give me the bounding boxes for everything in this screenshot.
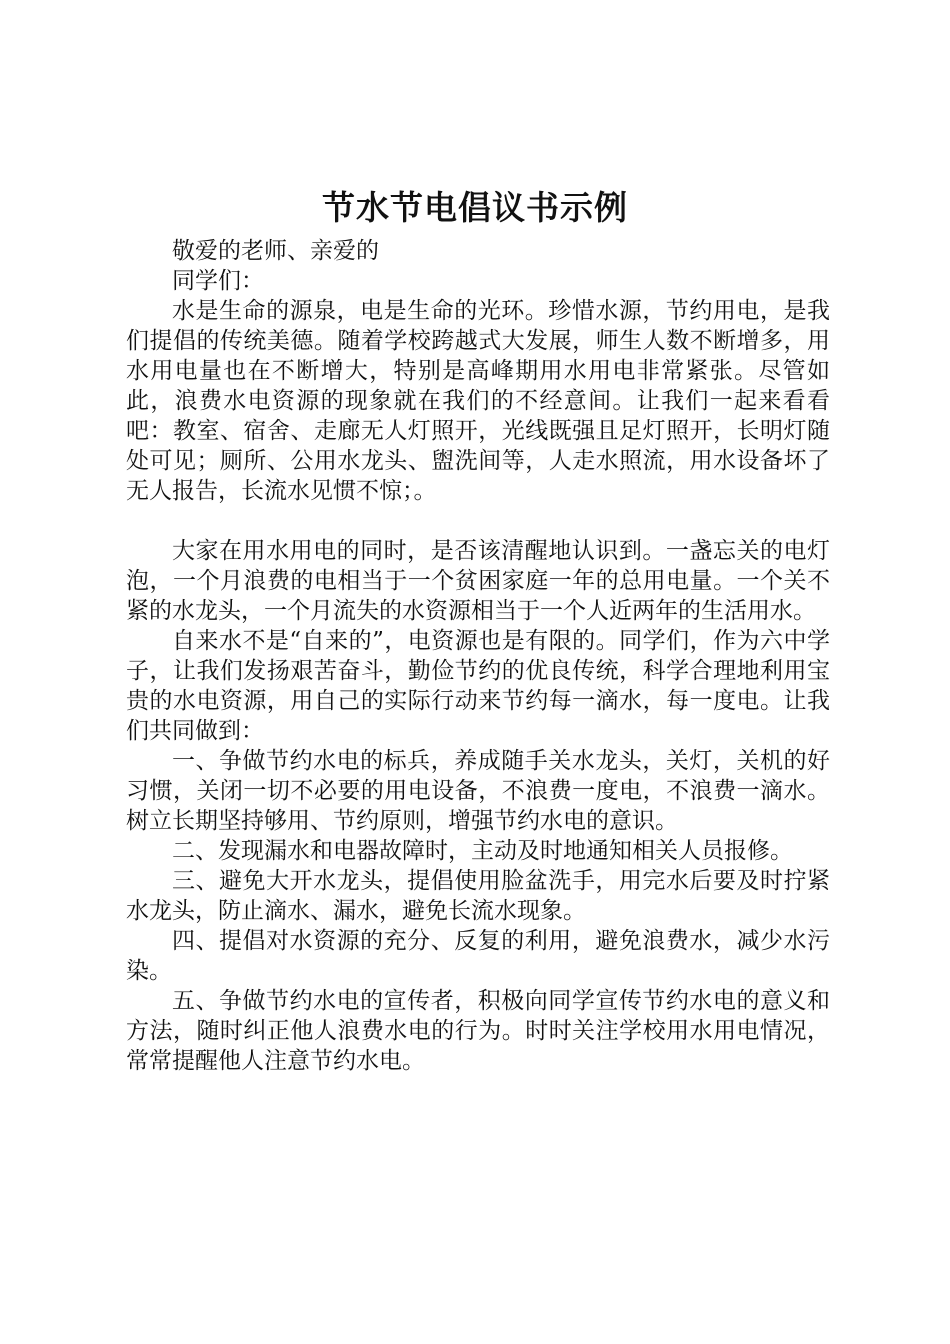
greeting-line-1: 敬爱的老师、亲爱的: [172, 238, 379, 264]
list-item-2: 二、发现漏水和电器故障时，主动及时地通知相关人员报修。: [172, 838, 793, 864]
document-title: 节水节电倡议书示例: [322, 188, 628, 227]
paragraph-call: 自来水不是“自来的”，电资源也是有限的。同学们，作为六中学子，让我们发扬艰苦奋斗，勤俭节约的优良传统，科学合理地利用宝贵的水电资源，用自己的实际行动来节约每一滴水，每一度电。让我们共同做到：: [126, 628, 830, 744]
document-body: [126, 236, 830, 1076]
greeting-line-2: 同学们：: [172, 268, 264, 294]
list-item-4: 四、提倡对水资源的充分、反复的利用，避免浪费水，减少水污染。: [126, 928, 830, 984]
list-item-3: 三、避免大开水龙头，提倡使用脸盆洗手，用完水后要及时拧紧水龙头，防止滴水、漏水，避免长流水现象。: [126, 868, 830, 924]
list-item-5: 五、争做节约水电的宣传者，积极向同学宣传节约水电的意义和方法，随时纠正他人浪费水电的行为。时时关注学校用水用电情况，常常提醒他人注意节约水电。: [126, 988, 830, 1074]
paragraph-awareness: 大家在用水用电的同时，是否该清醒地认识到。一盏忘关的电灯泡，一个月浪费的电相当于一个贫困家庭一年的总用电量。一个关不紧的水龙头，一个月流失的水资源相当于一个人近两年的生活用水。: [126, 538, 830, 624]
list-item-1: 一、争做节约水电的标兵，养成随手关水龙头，关灯，关机的好习惯，关闭一切不必要的用电设备，不浪费一度电，不浪费一滴水。树立长期坚持够用、节约原则，增强节约水电的意识。: [126, 748, 830, 834]
paragraph-intro: 水是生命的源泉，电是生命的光环。珍惜水源，节约用电，是我们提倡的传统美德。随着学校跨越式大发展，师生人数不断增多，用水用电量也在不断增大，特别是高峰期用水用电非常紧张。尽管如此，浪费水电资源的现象就在我们的不经意间。让我们一起来看看吧：教室、宿舍、走廊无人灯照开，光线既强且足灯照开，长明灯随处可见；厕所、公用水龙头、盥洗间等，人走水照流，用水设备坏了无人报告，长流水见惯不惊；。: [126, 298, 830, 504]
